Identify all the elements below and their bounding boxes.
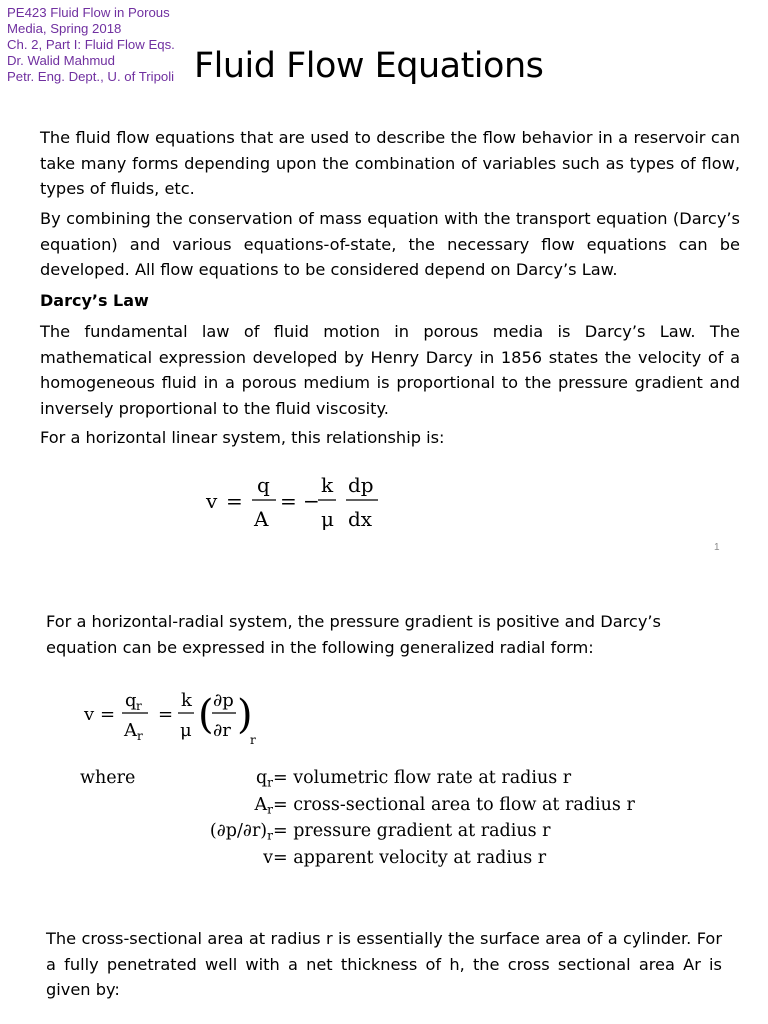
paragraph-text: The fundamental law of fluid motion in porous media is Darcy’s Law. The mathematical expression developed by Henry Darcy in 1856 states the velocity of a homogeneous fluid in a porous medium is proportional to the pressure gradient and inversely proportional to the fluid viscosity. bbox=[40, 322, 740, 418]
paragraph-text: The cross-sectional area at radius r is essentially the surface area of a cylinder. For a fully penetrated well with a net thickness of h, the cross sectional area Ar is given by: bbox=[46, 929, 722, 999]
eq-v: v bbox=[206, 489, 218, 513]
header-line: Ch. 2, Part I: Fluid Flow Eqs. bbox=[7, 37, 175, 52]
definition-text: = cross-sectional area to flow at radius r bbox=[273, 794, 635, 815]
definition-symbol: $q_r$ bbox=[255, 768, 273, 790]
paragraph-darcy bbox=[40, 319, 740, 421]
paragraph-intro bbox=[40, 125, 740, 202]
eq-lparen: ( bbox=[198, 692, 214, 738]
page-title: Fluid Flow Equations bbox=[194, 46, 544, 86]
where-label: where bbox=[80, 768, 136, 788]
eq-dp: ∂p bbox=[213, 690, 234, 711]
paragraph-cross-section bbox=[46, 926, 722, 1003]
paragraph-text: The fluid flow equations that are used to describe the flow behavior in a reservoir can take many forms depending upon the combination of variables such as types of flow, types of fluids, etc. bbox=[40, 128, 740, 198]
eq-minus: − bbox=[303, 489, 320, 513]
eq-a: A bbox=[124, 720, 137, 741]
eq-sub-r: r bbox=[137, 729, 143, 743]
eq-sub-r: r bbox=[136, 699, 142, 713]
eq-dp: dp bbox=[348, 473, 374, 497]
darcy-radial-equation bbox=[78, 684, 278, 748]
eq-rparen: ) bbox=[237, 692, 253, 738]
definition-text: = pressure gradient at radius r bbox=[273, 821, 551, 841]
definition-symbol: $A_r$ bbox=[254, 794, 273, 817]
header-line: PE423 Fluid Flow in Porous bbox=[7, 5, 170, 20]
paragraph-text: For a horizontal-radial system, the pressure gradient is positive and Darcy’s equation can be expressed in the following generalized radial form: bbox=[46, 612, 661, 657]
course-header bbox=[7, 5, 207, 85]
eq-v: v bbox=[84, 704, 95, 725]
eq-dr: ∂r bbox=[213, 720, 231, 741]
eq-q: q bbox=[257, 473, 270, 497]
paragraph-text: For a horizontal linear system, this relationship is: bbox=[40, 428, 445, 447]
header-line: Media, Spring 2018 bbox=[7, 21, 122, 36]
eq-equals: = bbox=[100, 704, 116, 725]
eq-sub-r: r bbox=[250, 733, 256, 747]
paragraph-radial bbox=[46, 609, 726, 660]
definition-symbol: $(\partial p/\partial r)_r$ bbox=[209, 821, 273, 843]
definition-symbol: v bbox=[263, 847, 273, 868]
eq-equals: = bbox=[226, 489, 243, 513]
eq-mu: μ bbox=[321, 507, 334, 531]
definition-text: = apparent velocity at radius r bbox=[273, 847, 547, 868]
eq-a: A bbox=[254, 507, 269, 531]
eq-mu: μ bbox=[180, 720, 192, 741]
paragraph-combining bbox=[40, 206, 740, 283]
header-line: Petr. Eng. Dept., U. of Tripoli bbox=[7, 69, 175, 84]
header-line: Dr. Walid Mahmud bbox=[7, 53, 115, 68]
paragraph-linear bbox=[40, 425, 740, 451]
eq-dx: dx bbox=[348, 507, 373, 531]
eq-k: k bbox=[321, 473, 334, 497]
paragraph-text: By combining the conservation of mass equation with the transport equation (Darcy’s equation) and various equations-of-state, the necessary flow equations can be developed. All flow equations to be considered depend on Darcy’s Law. bbox=[40, 209, 740, 279]
section-heading: Darcy’s Law bbox=[40, 291, 149, 310]
eq-equals: = bbox=[158, 704, 174, 725]
eq-k: k bbox=[181, 690, 192, 711]
eq-equals: = bbox=[280, 489, 297, 513]
definition-text: = volumetric flow rate at radius r bbox=[273, 768, 572, 788]
darcy-linear-equation bbox=[200, 468, 390, 534]
eq-q: q bbox=[125, 690, 137, 711]
slide-number: 1 bbox=[714, 542, 720, 553]
